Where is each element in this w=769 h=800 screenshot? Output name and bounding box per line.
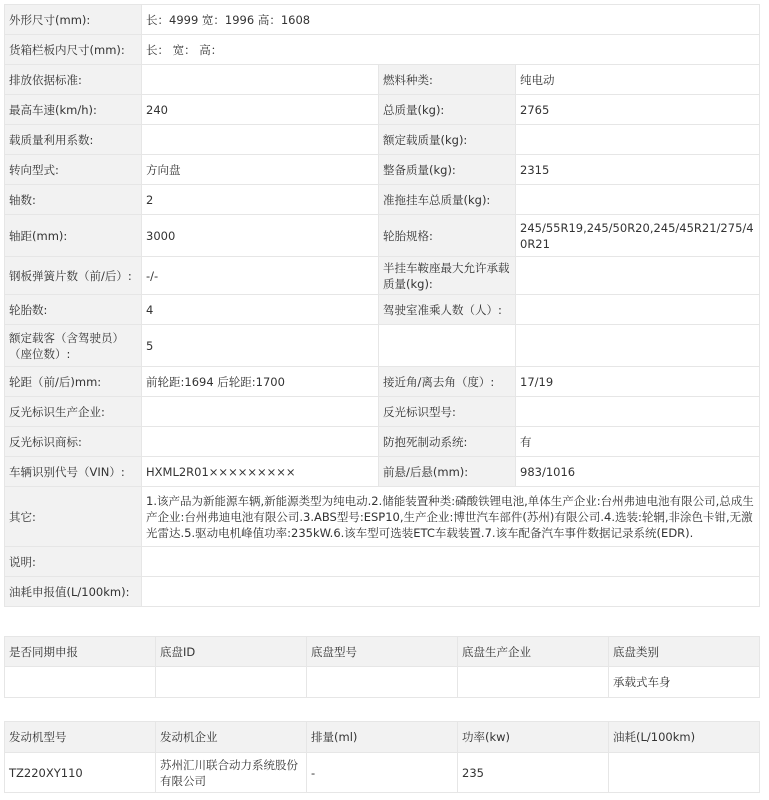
- reflector-model-value: [516, 397, 760, 427]
- table-cell: 承载式车身: [609, 667, 760, 698]
- engine-row: [5, 753, 760, 793]
- vin-label: 车辆识别代号（VIN）:: [5, 457, 142, 487]
- reflector-brand-label: 反光标识商标:: [5, 427, 142, 457]
- column-header: 底盘型号: [307, 637, 458, 667]
- dimensions-value: 长：4999 宽：1996 高：1608: [142, 5, 760, 35]
- table-cell: -: [307, 753, 458, 793]
- cargo-box-value: 长： 宽： 高：: [142, 35, 760, 65]
- param-row-other: [5, 487, 760, 547]
- max-speed-value: 240: [142, 95, 379, 125]
- fuel-type-value: 纯电动: [516, 65, 760, 95]
- cargo-box-label: 货箱栏板内尺寸(mm):: [5, 35, 142, 65]
- param-row: [5, 95, 760, 125]
- abs-label: 防抱死制动系统:: [379, 427, 516, 457]
- engine-table: [4, 721, 760, 793]
- table-cell: [458, 667, 609, 698]
- trailer-mass-label: 准拖挂车总质量(kg):: [379, 185, 516, 215]
- column-header: 发动机型号: [5, 722, 156, 753]
- param-row-notes: [5, 547, 760, 577]
- param-row: [5, 65, 760, 95]
- trailer-mass-value: [516, 185, 760, 215]
- table-cell: 235: [458, 753, 609, 793]
- chassis-header-row: [5, 637, 760, 667]
- param-row: [5, 155, 760, 185]
- other-value: 1.该产品为新能源车辆,新能源类型为纯电动.2.储能装置种类:磷酸铁锂电池,单体生产企业:台州弗迪电池有限公司,总成生产企业:台州弗迪电池有限公司.3.ABS型号:ESP10,生产企业:博世汽车部件(苏州)有限公司.4.选装:轮辋,非涂色卡钳,无激光雷达.5.驱动电机峰值功率:235kW.6.该车型可选装ETC车载装置.7.该车配备汽车事件数据记录系统(EDR).: [142, 487, 760, 547]
- wheelbase-label: 轴距(mm):: [5, 215, 142, 257]
- curb-weight-value: 2315: [516, 155, 760, 185]
- param-row: [5, 185, 760, 215]
- dimensions-label: 外形尺寸(mm):: [5, 5, 142, 35]
- param-row: [5, 427, 760, 457]
- param-row: [5, 257, 760, 295]
- param-row: [5, 125, 760, 155]
- param-row: [5, 397, 760, 427]
- axle-count-label: 轴数:: [5, 185, 142, 215]
- approach-departure-value: 17/19: [516, 367, 760, 397]
- column-header: 底盘生产企业: [458, 637, 609, 667]
- empty-cell: [379, 325, 516, 367]
- column-header: 排量(ml): [307, 722, 458, 753]
- leaf-spring-value: -/-: [142, 257, 379, 295]
- rated-load-value: [516, 125, 760, 155]
- column-header: 底盘ID: [156, 637, 307, 667]
- load-utilization-label: 载质量利用系数:: [5, 125, 142, 155]
- axle-count-value: 2: [142, 185, 379, 215]
- column-header: 油耗(L/100km): [609, 722, 760, 753]
- engine-header-row: [5, 722, 760, 753]
- param-row: [5, 295, 760, 325]
- tire-spec-value: 245/55R19,245/50R20,245/45R21/275/40R21: [516, 215, 760, 257]
- emission-standard-value: [142, 65, 379, 95]
- cab-passengers-label: 驾驶室准乘人数（人）:: [379, 295, 516, 325]
- total-mass-label: 总质量(kg):: [379, 95, 516, 125]
- chassis-table: [4, 636, 760, 698]
- table-cell: TZ220XY110: [5, 753, 156, 793]
- param-row: [5, 215, 760, 257]
- seat-count-value: 5: [142, 325, 379, 367]
- curb-weight-label: 整备质量(kg):: [379, 155, 516, 185]
- table-cell: [609, 753, 760, 793]
- param-row-cargo-box: [5, 35, 760, 65]
- param-row: [5, 367, 760, 397]
- column-header: 功率(kw): [458, 722, 609, 753]
- column-header: 底盘类别: [609, 637, 760, 667]
- param-row: [5, 457, 760, 487]
- emission-standard-label: 排放依据标准:: [5, 65, 142, 95]
- track-width-value: 前轮距:1694 后轮距:1700: [142, 367, 379, 397]
- vehicle-parameters-table: [4, 4, 760, 607]
- approach-departure-label: 接近角/离去角（度）:: [379, 367, 516, 397]
- abs-value: 有: [516, 427, 760, 457]
- notes-value: [142, 547, 760, 577]
- column-header: 发动机企业: [156, 722, 307, 753]
- saddle-load-label: 半挂车鞍座最大允许承载质量(kg):: [379, 257, 516, 295]
- tire-count-label: 轮胎数:: [5, 295, 142, 325]
- track-width-label: 轮距（前/后)mm:: [5, 367, 142, 397]
- max-speed-label: 最高车速(km/h):: [5, 95, 142, 125]
- saddle-load-value: [516, 257, 760, 295]
- other-label: 其它:: [5, 487, 142, 547]
- tire-spec-label: 轮胎规格:: [379, 215, 516, 257]
- overhang-label: 前悬/后悬(mm):: [379, 457, 516, 487]
- table-cell: [5, 667, 156, 698]
- reflector-brand-value: [142, 427, 379, 457]
- steering-type-label: 转向型式:: [5, 155, 142, 185]
- notes-label: 说明:: [5, 547, 142, 577]
- seat-count-label: 额定载客（含驾驶员）（座位数）:: [5, 325, 142, 367]
- vin-value: HXML2R01×××××××××: [142, 457, 379, 487]
- reflector-maker-value: [142, 397, 379, 427]
- reflector-model-label: 反光标识型号:: [379, 397, 516, 427]
- fuel-consumption-value: [142, 577, 760, 607]
- param-row-fuel-consumption: [5, 577, 760, 607]
- table-cell: 苏州汇川联合动力系统股份有限公司: [156, 753, 307, 793]
- overhang-value: 983/1016: [516, 457, 760, 487]
- table-cell: [156, 667, 307, 698]
- chassis-row: [5, 667, 760, 698]
- fuel-consumption-label: 油耗申报值(L/100km):: [5, 577, 142, 607]
- leaf-spring-label: 钢板弹簧片数（前/后）:: [5, 257, 142, 295]
- wheelbase-value: 3000: [142, 215, 379, 257]
- tire-count-value: 4: [142, 295, 379, 325]
- param-row-dimensions: [5, 5, 760, 35]
- table-cell: [307, 667, 458, 698]
- rated-load-label: 额定载质量(kg):: [379, 125, 516, 155]
- param-row: [5, 325, 760, 367]
- reflector-maker-label: 反光标识生产企业:: [5, 397, 142, 427]
- fuel-type-label: 燃料种类:: [379, 65, 516, 95]
- steering-type-value: 方向盘: [142, 155, 379, 185]
- total-mass-value: 2765: [516, 95, 760, 125]
- empty-cell: [516, 325, 760, 367]
- load-utilization-value: [142, 125, 379, 155]
- cab-passengers-value: [516, 295, 760, 325]
- column-header: 是否同期申报: [5, 637, 156, 667]
